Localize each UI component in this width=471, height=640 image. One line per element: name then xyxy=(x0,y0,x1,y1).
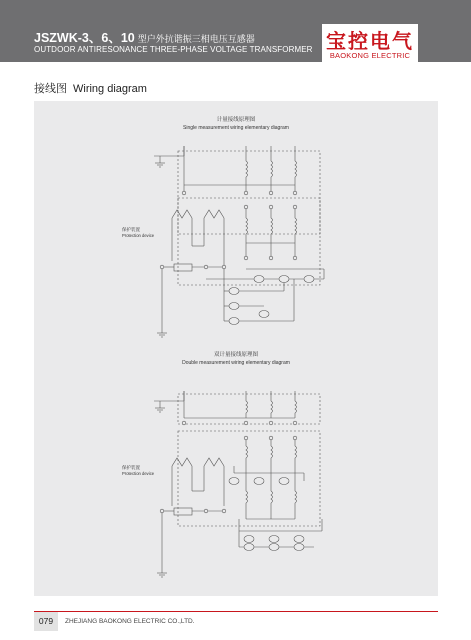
header-bar xyxy=(0,0,471,62)
single-diagram-title-cn: 计量接线原理图 xyxy=(216,117,256,123)
wiring-diagram-panel xyxy=(34,101,438,596)
section-heading-en: Wiring diagram xyxy=(73,83,147,95)
double-protection-label-en: Protection device xyxy=(122,471,155,476)
logo-en-text: BAOKONG ELECTRIC xyxy=(329,51,411,60)
brand-logo xyxy=(322,24,418,62)
single-diagram-title-en: Single measurement wiring elementary diagram xyxy=(183,125,289,131)
wiring-diagram-svg xyxy=(34,101,438,596)
logo-cn-text: 宝控电气 xyxy=(326,29,414,53)
section-heading xyxy=(34,80,153,96)
product-model: JSZWK-3、6、10 xyxy=(34,31,135,45)
product-subtitle: OUTDOOR ANTIRESONANCE THREE-PHASE VOLTAGE TRANSFORMER xyxy=(34,45,313,54)
product-name-cn: 型户外抗谐振三相电压互感器 xyxy=(137,34,255,44)
single-protection-label-en: Protection device xyxy=(122,233,155,238)
single-protection-label-cn: 保护装置 xyxy=(122,227,140,232)
double-diagram-title-cn: 双计量接线原理图 xyxy=(213,352,259,358)
double-protection-label-cn: 保护装置 xyxy=(122,465,140,470)
company-name: ZHEJIANG BAOKONG ELECTRIC CO.,LTD. xyxy=(65,618,195,625)
section-heading-cn: 接线图 xyxy=(34,83,67,95)
double-diagram-title-en: Double measurement wiring elementary diagram xyxy=(182,360,290,366)
product-title xyxy=(34,28,255,46)
page-number: 079 xyxy=(34,612,58,631)
footer xyxy=(34,611,438,631)
